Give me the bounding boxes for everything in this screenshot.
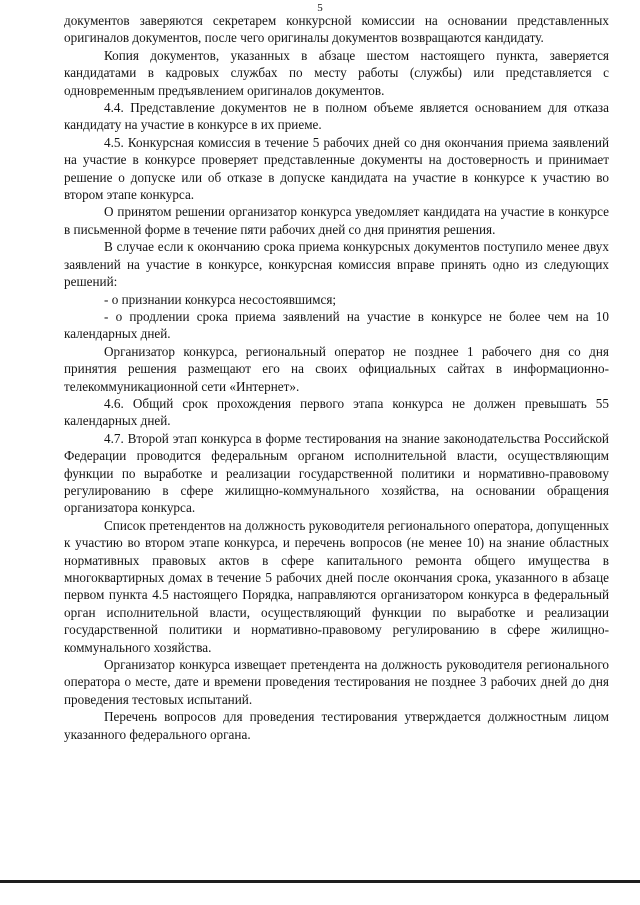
- paragraph-8: 4.6. Общий срок прохождения первого этапа конкурса не должен превышать 55 календарных дней.: [64, 395, 609, 429]
- bottom-border-line: [0, 880, 640, 883]
- page-number: 5: [317, 2, 323, 14]
- paragraph-9: 4.7. Второй этап конкурса в форме тестирования на знание законодательства Российской Федерации проводится федеральным органом исполнительной власти, осуществляющим функции по выработке и реализации государственной политики и нормативно-правовому регулированию в сфере жилищно-коммунального хозяйства, на основании обращения организатора конкурса.: [64, 430, 609, 516]
- list-item-1: - о признании конкурса несостоявшимся;: [104, 291, 337, 307]
- list-item-2: - о продлении срока приема заявлений на участие в конкурсе не более чем на 10 календарных дней.: [64, 308, 609, 342]
- paragraph-5: О принятом решении организатор конкурса уведомляет кандидата на участие в конкурсе в письменной форме в течение пяти рабочих дней со дня принятия решения.: [64, 204, 609, 237]
- document-body: [64, 12, 609, 743]
- paragraph-11: Организатор конкурса извещает претендента на должность руководителя регионального оператора о месте, дате и времени проведения тестирования не позднее 3 рабочих дней до дня проведения тестовых испытаний.: [64, 657, 609, 707]
- paragraph-1: документов заверяются секретарем конкурсной комиссии на основании представленных оригиналов документов, после чего оригиналы документов возвращаются кандидату.: [64, 13, 609, 46]
- paragraph-4: 4.5. Конкурсная комиссия в течение 5 рабочих дней со дня окончания приема заявлений на участие в конкурсе проверяет представленные документы на достоверность и принимает решение о допуске или об отказе в допуске кандидата на участие в конкурсе к участию во втором этапе конкурса.: [64, 134, 609, 203]
- paragraph-12: Перечень вопросов для проведения тестирования утверждается должностным лицом указанного федерального органа.: [64, 709, 609, 742]
- paragraph-3: 4.4. Представление документов не в полном объеме является основанием для отказа кандидату на участие в конкурсе в их приеме.: [64, 100, 609, 133]
- paragraph-2: Копия документов, указанных в абзаце шестом настоящего пункта, заверяется кандидатами в кадровых службах по месту работы (службы) или представляется с одновременным предъявлением оригиналов документов.: [64, 47, 609, 98]
- paragraph-6: В случае если к окончанию срока приема конкурсных документов поступило менее двух заявлений на участие в конкурсе, конкурсная комиссия вправе принять одно из следующих решений:: [64, 239, 609, 290]
- paragraph-7: Организатор конкурса, региональный оператор не позднее 1 рабочего дня со дня принятия решения размещают его на своих официальных сайтах в информационно-телекоммуникационной сети «Интернет».: [64, 343, 609, 394]
- paragraph-10: Список претендентов на должность руководителя регионального оператора, допущенных к участию во втором этапе конкурса, и перечень вопросов (не менее 10) на знание областных нормативных правовых актов в сфере капитального ремонта общего имущества в многоквартирных домах в течение 5 рабочих дней после окончания срока, указанного в абзаце первом пункта 4.5 настоящего Порядка, направляются организатором конкурса в федеральный орган исполнительной власти, осуществляющий функции по выработке и реализации государственной политики и нормативно-правовому регулированию в сфере жилищно-коммунального хозяйства.: [64, 517, 609, 655]
